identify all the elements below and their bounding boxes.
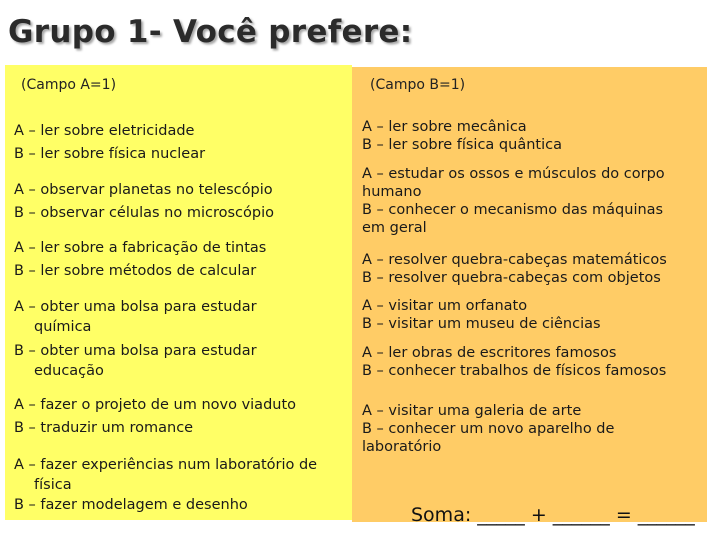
campo-b-item-5 bbox=[362, 344, 666, 380]
page-title: Grupo 1- Você prefere: bbox=[8, 14, 413, 50]
option-b: B – obter uma bolsa para estudar bbox=[14, 343, 257, 359]
campo-a-item-3 bbox=[14, 238, 266, 281]
campo-b-item-6 bbox=[362, 402, 614, 456]
campo-b-item-3 bbox=[362, 251, 667, 287]
option-a: A – visitar uma galeria de arte bbox=[362, 403, 582, 419]
campo-b-item-4 bbox=[362, 297, 601, 333]
option-a: A – ler sobre mecânica bbox=[362, 119, 527, 135]
option-b-continuation: em geral bbox=[362, 220, 427, 236]
option-b: B – ler sobre métodos de calcular bbox=[14, 263, 257, 279]
option-b-continuation: educação bbox=[34, 363, 104, 379]
option-a: A – resolver quebra-cabeças matemáticos bbox=[362, 252, 667, 268]
option-b: B – conhecer um novo aparelho de bbox=[362, 421, 615, 437]
option-a: A – fazer o projeto de um novo viaduto bbox=[14, 397, 297, 413]
option-b: B – ler sobre física nuclear bbox=[14, 146, 206, 162]
option-a-continuation: humano bbox=[362, 184, 422, 200]
option-b-continuation: laboratório bbox=[362, 439, 442, 455]
campo-b-header: (Campo B=1) bbox=[370, 77, 466, 93]
option-a: A – fazer experiências num laboratório de bbox=[14, 457, 318, 473]
campo-a-item-2 bbox=[14, 180, 274, 223]
option-a: A – visitar um orfanato bbox=[362, 298, 528, 314]
option-a-continuation: física bbox=[34, 477, 72, 493]
option-b: B – ler sobre física quântica bbox=[362, 137, 562, 153]
option-b: B – conhecer o mecanismo das máquinas bbox=[362, 202, 664, 218]
campo-b-item-2 bbox=[362, 165, 665, 237]
campo-b-item-1 bbox=[362, 118, 562, 154]
option-a: A – ler sobre a fabricação de tintas bbox=[14, 240, 267, 256]
option-b: B – observar células no microscópio bbox=[14, 205, 274, 221]
option-a: A – obter uma bolsa para estudar bbox=[14, 299, 257, 315]
soma-formula: Soma: _____ + ______ = ______ bbox=[411, 504, 695, 526]
option-b: B – resolver quebra-cabeças com objetos bbox=[362, 270, 661, 286]
option-a-continuation: química bbox=[34, 319, 92, 335]
campo-a-header: (Campo A=1) bbox=[21, 77, 117, 93]
option-b: B – fazer modelagem e desenho bbox=[14, 497, 248, 513]
option-b: B – traduzir um romance bbox=[14, 420, 194, 436]
option-b: B – conhecer trabalhos de físicos famosos bbox=[362, 363, 667, 379]
option-a: A – observar planetas no telescópio bbox=[14, 182, 273, 198]
campo-a-item-6 bbox=[14, 455, 317, 515]
option-a: A – estudar os ossos e músculos do corpo bbox=[362, 166, 665, 182]
option-a: A – ler obras de escritores famosos bbox=[362, 345, 617, 361]
campo-a-item-4 bbox=[14, 297, 257, 381]
option-b: B – visitar um museu de ciências bbox=[362, 316, 601, 332]
campo-a-item-5 bbox=[14, 395, 296, 438]
option-a: A – ler sobre eletricidade bbox=[14, 123, 195, 139]
campo-a-item-1 bbox=[14, 121, 205, 164]
